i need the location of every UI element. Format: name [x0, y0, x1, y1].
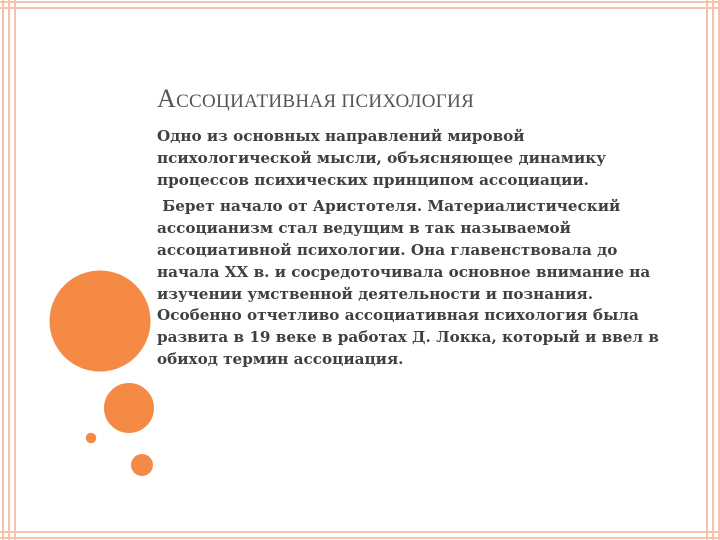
slide-title-initial: А: [157, 84, 177, 113]
body-paragraph-2: Берет начало от Аристотеля. Материалистический ассоцианизм стал ведущим в так называемой ассоциативной психологии. Она главенствовала до начала XX в. и сосредоточивала основное внимание на изучении умственной деятельности и познания. Особенно отчетливо ассоциативная психология была развита в 19 веке в работах Д. Локка, который и ввел в обиход термин ассоциация.: [157, 197, 665, 368]
slide-title-word1-rest: ССОЦИАТИВНАЯ: [176, 91, 337, 112]
body-paragraph-1: Одно из основных направлений мировой психологической мысли, объясняющее динамику процессов психических принципом ассоциации.: [157, 127, 606, 189]
slide-body: [157, 126, 667, 371]
slide-title-word2: ПСИХОЛОГИЯ: [341, 91, 475, 112]
slide-title: [157, 82, 697, 119]
